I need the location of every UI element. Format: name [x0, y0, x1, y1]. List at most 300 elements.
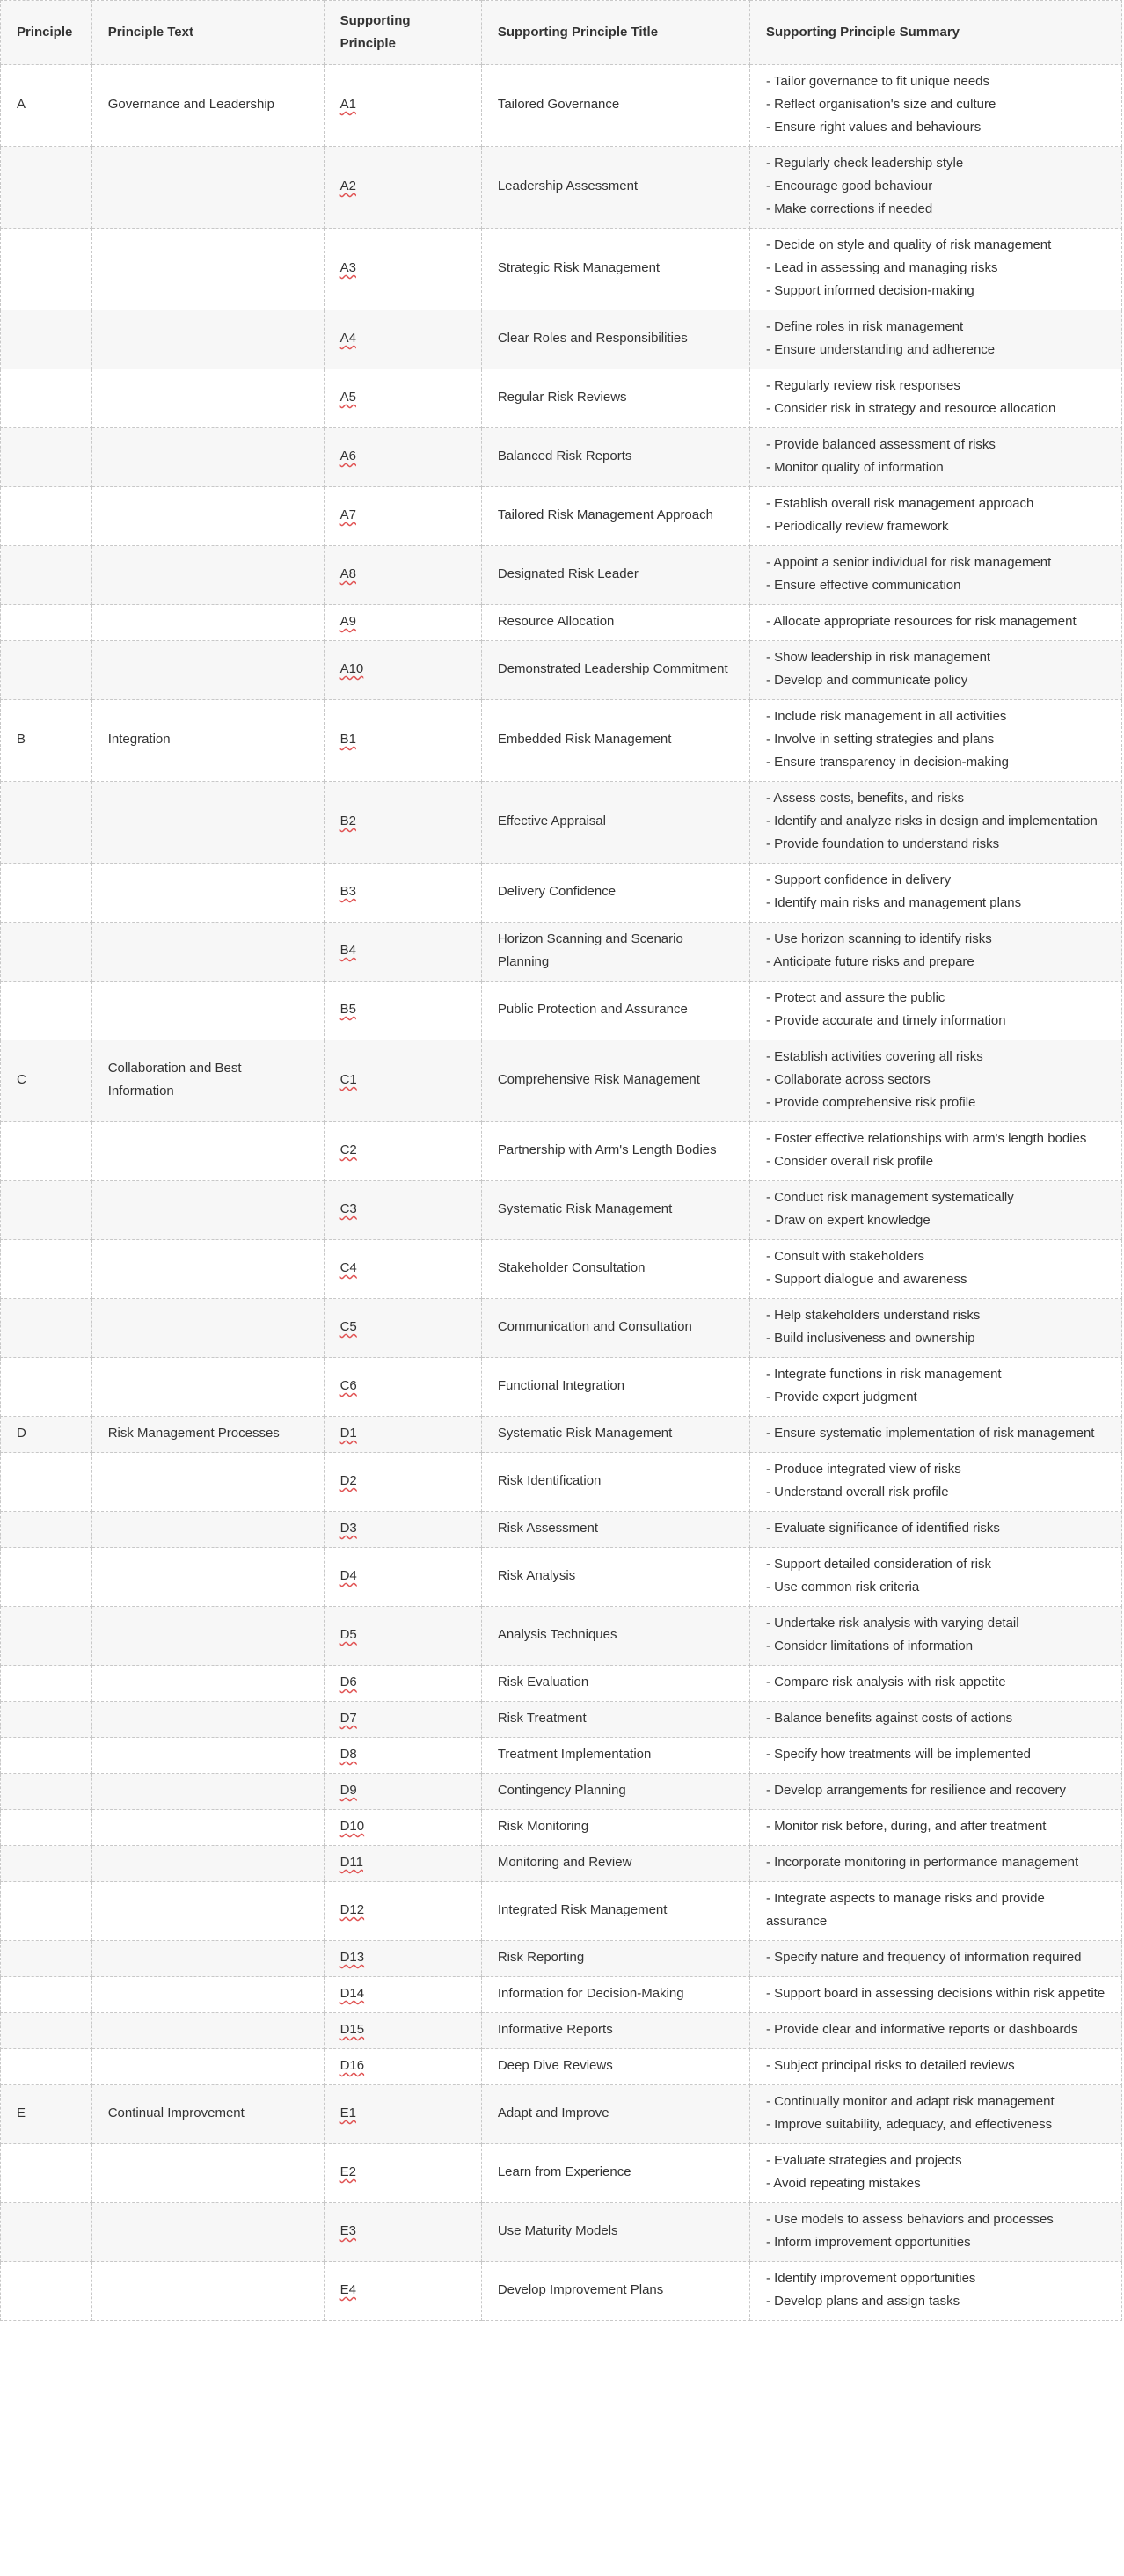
table-row	[1, 923, 1122, 982]
principle-text-cell	[91, 229, 324, 310]
principle-text-cell	[91, 605, 324, 641]
supporting-principle-summary-cell	[749, 1512, 1121, 1548]
summary-line: - Ensure right values and behaviours	[765, 120, 982, 135]
principle-cell: C	[1, 1040, 92, 1122]
summary-line: - Specify nature and frequency of information required	[765, 1950, 1082, 1965]
supporting-principle-summary-cell	[749, 1607, 1121, 1666]
summary-line: - Regularly review risk responses	[765, 378, 960, 393]
principle-text-cell	[91, 147, 324, 229]
supporting-principle-cell	[324, 1702, 481, 1738]
supporting-principle-cell	[324, 1299, 481, 1358]
table-row	[1, 2144, 1122, 2203]
summary-line: - Regularly check leadership style	[765, 156, 964, 171]
supporting-principle-title-cell: Risk Assessment	[481, 1512, 749, 1548]
summary-line: - Provide foundation to understand risks	[765, 836, 1000, 851]
summary-line: - Build inclusiveness and ownership	[765, 1331, 975, 1346]
supporting-principle-cell	[324, 2085, 481, 2144]
supporting-principle-code: D13	[339, 1950, 365, 1965]
supporting-principle-summary-cell	[749, 1738, 1121, 1774]
summary-line: - Assess costs, benefits, and risks	[765, 791, 965, 806]
principle-cell	[1, 864, 92, 923]
summary-line: - Inform improvement opportunities	[765, 2235, 971, 2250]
principle-cell	[1, 1810, 92, 1846]
supporting-principle-title-cell: Use Maturity Models	[481, 2203, 749, 2262]
supporting-principle-code: C6	[339, 1378, 357, 1393]
supporting-principle-title-cell: Monitoring and Review	[481, 1846, 749, 1882]
table-row	[1, 982, 1122, 1040]
principle-cell	[1, 1181, 92, 1240]
table-row	[1, 782, 1122, 864]
supporting-principle-cell	[324, 605, 481, 641]
header-supporting-principle-title: Supporting Principle Title	[481, 1, 749, 65]
principle-text-cell	[91, 310, 324, 369]
supporting-principle-title-cell: Leadership Assessment	[481, 147, 749, 229]
principle-text-cell	[91, 1240, 324, 1299]
principle-cell	[1, 2049, 92, 2085]
supporting-principle-cell	[324, 1240, 481, 1299]
principle-text-cell	[91, 641, 324, 700]
supporting-principle-code: B1	[339, 732, 356, 747]
supporting-principle-summary-cell	[749, 1358, 1121, 1417]
supporting-principle-summary-cell	[749, 2085, 1121, 2144]
table-row	[1, 1453, 1122, 1512]
supporting-principle-summary-cell	[749, 1702, 1121, 1738]
table-row	[1, 428, 1122, 487]
supporting-principle-title-cell: Informative Reports	[481, 2013, 749, 2049]
summary-line: - Develop plans and assign tasks	[765, 2294, 960, 2309]
supporting-principle-title-cell: Analysis Techniques	[481, 1607, 749, 1666]
supporting-principle-cell	[324, 65, 481, 147]
summary-line: - Support detailed consideration of risk	[765, 1557, 991, 1572]
supporting-principle-summary-cell	[749, 1774, 1121, 1810]
supporting-principle-title-cell: Resource Allocation	[481, 605, 749, 641]
principle-cell: E	[1, 2085, 92, 2144]
supporting-principle-cell	[324, 1417, 481, 1453]
principle-cell	[1, 1774, 92, 1810]
summary-line: - Improve suitability, adequacy, and effectiveness	[765, 2117, 1053, 2132]
summary-line: - Develop and communicate policy	[765, 673, 968, 688]
supporting-principle-summary-cell	[749, 1453, 1121, 1512]
supporting-principle-cell	[324, 1846, 481, 1882]
supporting-principle-title-cell: Risk Identification	[481, 1453, 749, 1512]
supporting-principle-title-cell: Public Protection and Assurance	[481, 982, 749, 1040]
principle-text-cell	[91, 923, 324, 982]
summary-line: - Consult with stakeholders	[765, 1249, 925, 1264]
summary-line: - Develop arrangements for resilience and recovery	[765, 1783, 1066, 1798]
principle-text-cell: Integration	[91, 700, 324, 782]
table-row	[1, 1977, 1122, 2013]
summary-line: - Encourage good behaviour	[765, 179, 933, 193]
supporting-principle-code: D8	[339, 1747, 357, 1762]
supporting-principle-summary-cell	[749, 428, 1121, 487]
principle-cell	[1, 1358, 92, 1417]
summary-line: - Provide clear and informative reports or dashboards	[765, 2022, 1078, 2037]
principle-text-cell	[91, 428, 324, 487]
supporting-principle-code: C5	[339, 1319, 357, 1334]
supporting-principle-title-cell: Tailored Governance	[481, 65, 749, 147]
supporting-principle-code: A3	[339, 260, 356, 275]
supporting-principle-title-cell: Horizon Scanning and Scenario Planning	[481, 923, 749, 982]
table-row	[1, 2203, 1122, 2262]
principle-cell	[1, 923, 92, 982]
summary-line: - Continually monitor and adapt risk management	[765, 2094, 1055, 2109]
supporting-principle-cell	[324, 1512, 481, 1548]
summary-line: - Balance benefits against costs of actions	[765, 1711, 1013, 1726]
supporting-principle-cell	[324, 2144, 481, 2203]
summary-line: - Include risk management in all activities	[765, 709, 1007, 724]
supporting-principle-title-cell: Risk Analysis	[481, 1548, 749, 1607]
principle-cell	[1, 2144, 92, 2203]
supporting-principle-cell	[324, 1548, 481, 1607]
supporting-principle-code: E3	[339, 2223, 356, 2238]
principle-cell	[1, 1738, 92, 1774]
supporting-principle-cell	[324, 641, 481, 700]
principle-cell	[1, 1846, 92, 1882]
summary-line: - Periodically review framework	[765, 519, 949, 534]
table-body	[1, 65, 1122, 2321]
principle-text-cell	[91, 1882, 324, 1941]
supporting-principle-title-cell: Information for Decision-Making	[481, 1977, 749, 2013]
supporting-principle-code: C3	[339, 1201, 357, 1216]
supporting-principle-summary-cell	[749, 641, 1121, 700]
supporting-principle-cell	[324, 864, 481, 923]
table-row	[1, 1774, 1122, 1810]
supporting-principle-cell	[324, 700, 481, 782]
header-principle-text: Principle Text	[91, 1, 324, 65]
principle-text-cell: Risk Management Processes	[91, 1417, 324, 1453]
supporting-principle-code: B5	[339, 1002, 356, 1017]
summary-line: - Support informed decision-making	[765, 283, 974, 298]
supporting-principle-summary-cell	[749, 1810, 1121, 1846]
supporting-principle-summary-cell	[749, 1040, 1121, 1122]
supporting-principle-title-cell: Risk Evaluation	[481, 1666, 749, 1702]
supporting-principle-code: E1	[339, 2105, 356, 2120]
supporting-principle-summary-cell	[749, 982, 1121, 1040]
header-supporting-principle: Supporting Principle	[324, 1, 481, 65]
table-row	[1, 1040, 1122, 1122]
principle-text-cell	[91, 1738, 324, 1774]
summary-line: - Conduct risk management systematically	[765, 1190, 1014, 1205]
principle-text-cell	[91, 2049, 324, 2085]
supporting-principle-code: D12	[339, 1902, 365, 1917]
summary-line: - Draw on expert knowledge	[765, 1213, 931, 1228]
principle-text-cell	[91, 369, 324, 428]
supporting-principle-title-cell: Balanced Risk Reports	[481, 428, 749, 487]
principle-cell	[1, 1548, 92, 1607]
supporting-principle-title-cell: Embedded Risk Management	[481, 700, 749, 782]
supporting-principle-summary-cell	[749, 864, 1121, 923]
summary-line: - Understand overall risk profile	[765, 1485, 949, 1500]
table-row	[1, 1846, 1122, 1882]
summary-line: - Support dialogue and awareness	[765, 1272, 967, 1287]
supporting-principle-cell	[324, 428, 481, 487]
table-row	[1, 1810, 1122, 1846]
summary-line: - Support board in assessing decisions within risk appetite	[765, 1986, 1106, 2001]
summary-line: - Provide balanced assessment of risks	[765, 437, 996, 452]
supporting-principle-title-cell: Comprehensive Risk Management	[481, 1040, 749, 1122]
supporting-principle-cell	[324, 310, 481, 369]
table-row	[1, 1299, 1122, 1358]
principle-text-cell	[91, 864, 324, 923]
principle-cell: B	[1, 700, 92, 782]
summary-line: - Provide comprehensive risk profile	[765, 1095, 976, 1110]
supporting-principle-summary-cell	[749, 546, 1121, 605]
principle-text-cell	[91, 1548, 324, 1607]
supporting-principle-code: E2	[339, 2164, 356, 2179]
supporting-principle-title-cell: Develop Improvement Plans	[481, 2262, 749, 2321]
summary-line: - Use horizon scanning to identify risks	[765, 931, 992, 946]
table-row	[1, 147, 1122, 229]
summary-line: - Provide accurate and timely information	[765, 1013, 1006, 1028]
supporting-principle-cell	[324, 546, 481, 605]
principle-text-cell	[91, 1607, 324, 1666]
supporting-principle-title-cell: Clear Roles and Responsibilities	[481, 310, 749, 369]
supporting-principle-cell	[324, 487, 481, 546]
principle-text-cell	[91, 1846, 324, 1882]
table-row	[1, 1122, 1122, 1181]
principle-cell	[1, 605, 92, 641]
summary-line: - Show leadership in risk management	[765, 650, 991, 665]
summary-line: - Allocate appropriate resources for risk management	[765, 614, 1077, 629]
supporting-principle-summary-cell	[749, 2013, 1121, 2049]
supporting-principle-cell	[324, 1941, 481, 1977]
summary-line: - Ensure transparency in decision-making	[765, 755, 1009, 770]
summary-line: - Provide expert judgment	[765, 1390, 917, 1405]
summary-line: - Ensure effective communication	[765, 578, 961, 593]
table-row	[1, 546, 1122, 605]
supporting-principle-title-cell: Contingency Planning	[481, 1774, 749, 1810]
supporting-principle-title-cell: Delivery Confidence	[481, 864, 749, 923]
summary-line: - Undertake risk analysis with varying detail	[765, 1616, 1019, 1631]
table-row	[1, 1512, 1122, 1548]
supporting-principle-cell	[324, 1774, 481, 1810]
summary-line: - Make corrections if needed	[765, 201, 933, 216]
principle-cell	[1, 2203, 92, 2262]
summary-line: - Involve in setting strategies and plans	[765, 732, 995, 747]
supporting-principle-title-cell: Designated Risk Leader	[481, 546, 749, 605]
summary-line: - Incorporate monitoring in performance management	[765, 1855, 1079, 1870]
table-row	[1, 1666, 1122, 1702]
table-row	[1, 1607, 1122, 1666]
summary-line: - Help stakeholders understand risks	[765, 1308, 981, 1323]
supporting-principle-code: A1	[339, 97, 356, 112]
principle-cell	[1, 229, 92, 310]
supporting-principle-code: D11	[339, 1855, 363, 1870]
principle-cell	[1, 1666, 92, 1702]
supporting-principle-title-cell: Demonstrated Leadership Commitment	[481, 641, 749, 700]
supporting-principle-summary-cell	[749, 1666, 1121, 1702]
principle-cell	[1, 2262, 92, 2321]
summary-line: - Specify how treatments will be implemented	[765, 1747, 1031, 1762]
supporting-principle-code: A5	[339, 390, 356, 405]
supporting-principle-cell	[324, 923, 481, 982]
supporting-principle-cell	[324, 229, 481, 310]
supporting-principle-cell	[324, 1738, 481, 1774]
supporting-principle-title-cell: Systematic Risk Management	[481, 1181, 749, 1240]
supporting-principle-summary-cell	[749, 1417, 1121, 1453]
table-row	[1, 1941, 1122, 1977]
header-principle: Principle	[1, 1, 92, 65]
supporting-principle-cell	[324, 369, 481, 428]
principle-cell	[1, 1607, 92, 1666]
principle-text-cell	[91, 546, 324, 605]
supporting-principle-summary-cell	[749, 2203, 1121, 2262]
principle-cell	[1, 1240, 92, 1299]
supporting-principle-code: D1	[339, 1426, 357, 1441]
principle-cell	[1, 1299, 92, 1358]
supporting-principle-title-cell: Risk Reporting	[481, 1941, 749, 1977]
principle-text-cell: Continual Improvement	[91, 2085, 324, 2144]
supporting-principle-code: D2	[339, 1473, 357, 1488]
supporting-principle-cell	[324, 1810, 481, 1846]
summary-line: - Reflect organisation's size and culture	[765, 97, 996, 112]
principle-cell	[1, 982, 92, 1040]
summary-line: - Evaluate strategies and projects	[765, 2153, 962, 2168]
supporting-principle-summary-cell	[749, 2262, 1121, 2321]
principle-text-cell	[91, 1453, 324, 1512]
supporting-principle-summary-cell	[749, 310, 1121, 369]
table-row	[1, 605, 1122, 641]
supporting-principle-summary-cell	[749, 1240, 1121, 1299]
supporting-principle-code: D6	[339, 1675, 357, 1689]
principle-text-cell	[91, 1702, 324, 1738]
summary-line: - Integrate functions in risk management	[765, 1367, 1002, 1382]
summary-line: - Use common risk criteria	[765, 1580, 920, 1594]
principle-cell	[1, 1453, 92, 1512]
summary-line: - Use models to assess behaviors and processes	[765, 2212, 1054, 2227]
supporting-principle-code: D10	[339, 1819, 365, 1834]
supporting-principle-code: B4	[339, 943, 356, 958]
supporting-principle-cell	[324, 1040, 481, 1122]
summary-line: - Anticipate future risks and prepare	[765, 954, 974, 969]
principle-text-cell	[91, 2262, 324, 2321]
principle-text-cell	[91, 2203, 324, 2262]
supporting-principle-code: D9	[339, 1783, 357, 1798]
summary-line: - Support confidence in delivery	[765, 872, 952, 887]
principle-cell	[1, 428, 92, 487]
supporting-principle-cell	[324, 147, 481, 229]
principle-text-cell	[91, 782, 324, 864]
supporting-principle-summary-cell	[749, 923, 1121, 982]
supporting-principle-summary-cell	[749, 487, 1121, 546]
supporting-principle-code: D15	[339, 2022, 365, 2037]
supporting-principle-cell	[324, 982, 481, 1040]
supporting-principle-title-cell: Risk Monitoring	[481, 1810, 749, 1846]
principle-cell	[1, 782, 92, 864]
supporting-principle-code: C4	[339, 1260, 357, 1275]
supporting-principle-title-cell: Tailored Risk Management Approach	[481, 487, 749, 546]
supporting-principle-cell	[324, 1181, 481, 1240]
principle-cell	[1, 546, 92, 605]
summary-line: - Tailor governance to fit unique needs	[765, 74, 990, 89]
summary-line: - Evaluate significance of identified risks	[765, 1521, 1000, 1536]
supporting-principle-title-cell: Partnership with Arm's Length Bodies	[481, 1122, 749, 1181]
table-row	[1, 229, 1122, 310]
principle-cell: D	[1, 1417, 92, 1453]
principle-cell	[1, 1977, 92, 2013]
table-row	[1, 864, 1122, 923]
supporting-principle-code: A10	[339, 661, 364, 676]
supporting-principle-cell	[324, 2203, 481, 2262]
supporting-principle-title-cell: Integrated Risk Management	[481, 1882, 749, 1941]
supporting-principle-code: A6	[339, 449, 356, 463]
summary-line: - Establish activities covering all risks	[765, 1049, 983, 1064]
supporting-principle-summary-cell	[749, 700, 1121, 782]
principle-text-cell	[91, 1977, 324, 2013]
principle-cell	[1, 369, 92, 428]
principle-text-cell	[91, 1299, 324, 1358]
principle-text-cell	[91, 1810, 324, 1846]
supporting-principle-code: D3	[339, 1521, 357, 1536]
supporting-principle-code: A9	[339, 614, 356, 629]
supporting-principle-code: D16	[339, 2058, 365, 2073]
table-row	[1, 369, 1122, 428]
table-row	[1, 1738, 1122, 1774]
principle-text-cell	[91, 2013, 324, 2049]
principle-text-cell: Governance and Leadership	[91, 65, 324, 147]
supporting-principle-cell	[324, 2049, 481, 2085]
supporting-principle-summary-cell	[749, 229, 1121, 310]
supporting-principle-title-cell: Communication and Consultation	[481, 1299, 749, 1358]
supporting-principle-cell	[324, 782, 481, 864]
principle-text-cell	[91, 1181, 324, 1240]
table-row	[1, 700, 1122, 782]
principle-cell	[1, 1941, 92, 1977]
summary-line: - Monitor risk before, during, and after treatment	[765, 1819, 1047, 1834]
supporting-principle-summary-cell	[749, 1181, 1121, 1240]
summary-line: - Establish overall risk management approach	[765, 496, 1034, 511]
supporting-principle-cell	[324, 1882, 481, 1941]
table-header	[1, 1, 1122, 65]
principle-cell	[1, 2013, 92, 2049]
supporting-principle-summary-cell	[749, 1882, 1121, 1941]
supporting-principle-cell	[324, 1453, 481, 1512]
principle-cell	[1, 1702, 92, 1738]
principle-cell	[1, 487, 92, 546]
table-row	[1, 2049, 1122, 2085]
supporting-principle-title-cell: Learn from Experience	[481, 2144, 749, 2203]
supporting-principle-summary-cell	[749, 1299, 1121, 1358]
principle-text-cell	[91, 2144, 324, 2203]
summary-line: - Consider overall risk profile	[765, 1154, 934, 1169]
supporting-principle-title-cell: Adapt and Improve	[481, 2085, 749, 2144]
principle-cell: A	[1, 65, 92, 147]
supporting-principle-title-cell: Treatment Implementation	[481, 1738, 749, 1774]
summary-line: - Ensure understanding and adherence	[765, 342, 996, 357]
supporting-principle-summary-cell	[749, 1122, 1121, 1181]
supporting-principle-title-cell: Strategic Risk Management	[481, 229, 749, 310]
principle-text-cell	[91, 982, 324, 1040]
table-row	[1, 1417, 1122, 1453]
summary-line: - Consider limitations of information	[765, 1638, 974, 1653]
supporting-principle-cell	[324, 1122, 481, 1181]
supporting-principle-title-cell: Regular Risk Reviews	[481, 369, 749, 428]
summary-line: - Avoid repeating mistakes	[765, 2176, 921, 2191]
principle-text-cell	[91, 1774, 324, 1810]
principle-cell	[1, 1122, 92, 1181]
supporting-principle-summary-cell	[749, 2144, 1121, 2203]
table-row	[1, 2262, 1122, 2321]
supporting-principle-code: C2	[339, 1142, 357, 1157]
principle-text-cell	[91, 1358, 324, 1417]
summary-line: - Integrate aspects to manage risks and provide assurance	[765, 1891, 1045, 1929]
supporting-principle-summary-cell	[749, 65, 1121, 147]
supporting-principle-title-cell: Systematic Risk Management	[481, 1417, 749, 1453]
table-row	[1, 487, 1122, 546]
summary-line: - Collaborate across sectors	[765, 1072, 931, 1087]
summary-line: - Identify and analyze risks in design and implementation	[765, 814, 1098, 828]
supporting-principle-code: B2	[339, 814, 356, 828]
